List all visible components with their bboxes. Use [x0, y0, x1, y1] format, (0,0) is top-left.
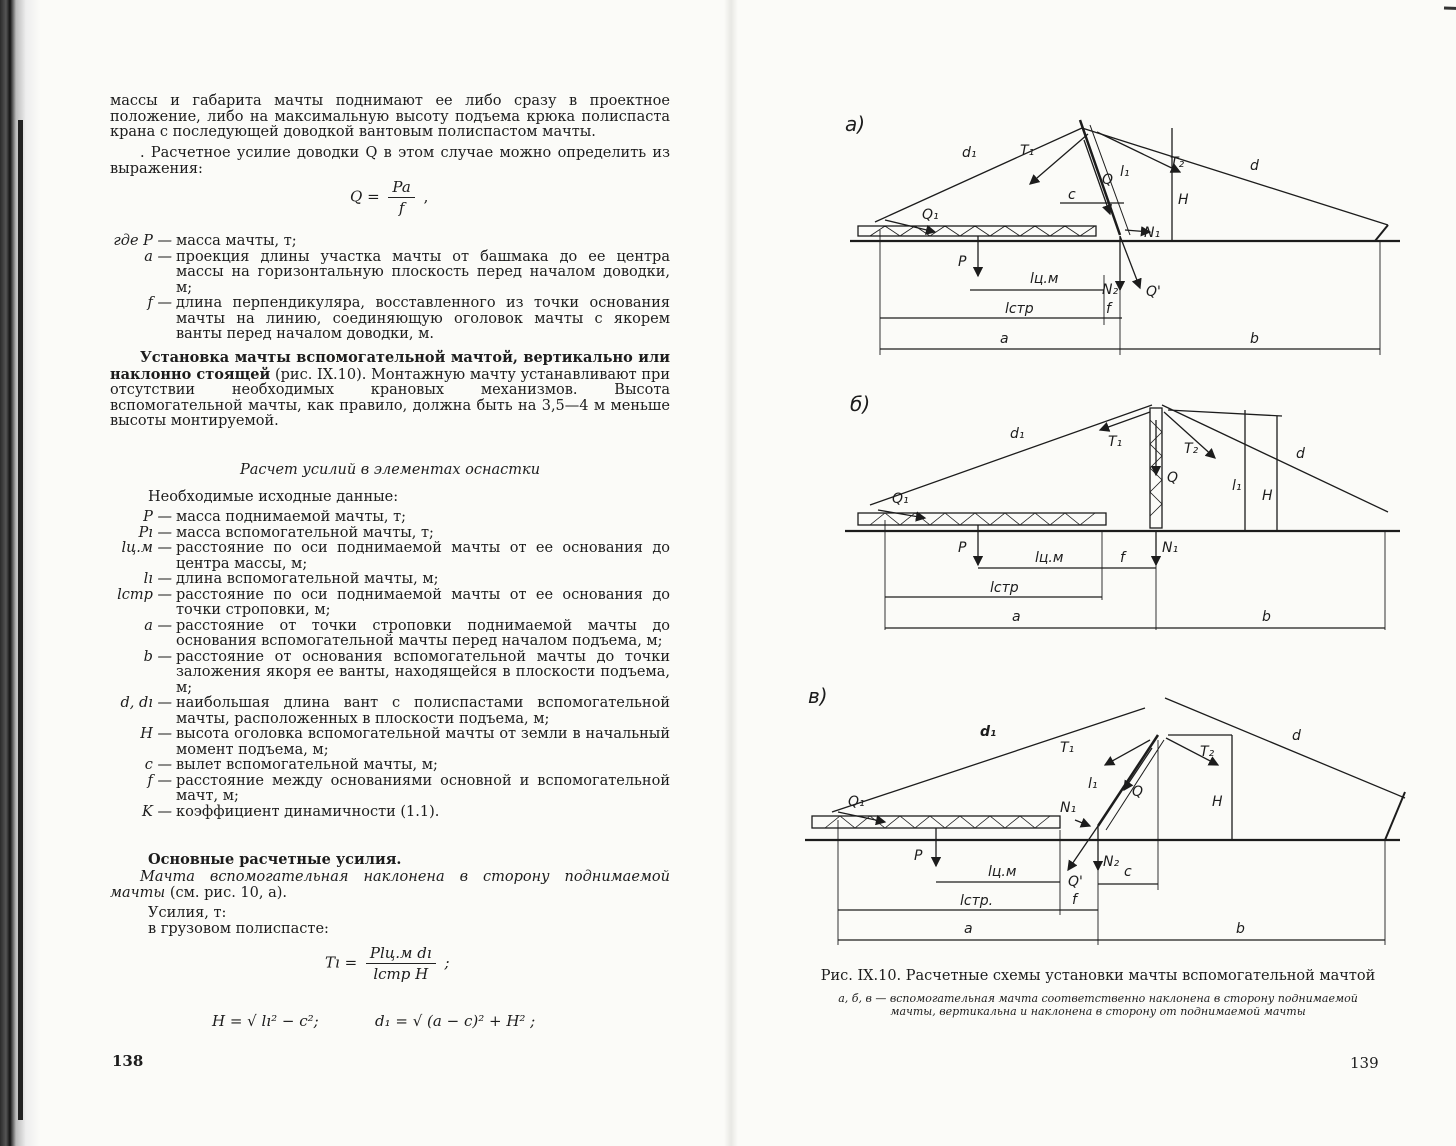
param-symbol: a —: [144, 617, 172, 634]
label-lcm-a: lц.м: [1030, 271, 1059, 287]
label-t1-c: T₁: [1060, 740, 1075, 756]
arrow-qp-c: [1068, 826, 1098, 870]
label-f-c: f: [1072, 892, 1077, 908]
figure-c-label: в): [808, 684, 828, 708]
label-b-b: b: [1262, 609, 1271, 625]
param-symbol: c —: [144, 757, 172, 773]
diagram-c: [805, 698, 1405, 945]
arrow-q1-b: [878, 510, 925, 518]
label-d-a: d: [1250, 158, 1259, 174]
param-symbol: K —: [142, 803, 172, 820]
label-n2-a: N₂: [1102, 282, 1119, 298]
label-h-c: H: [1212, 794, 1223, 810]
lifted-mast-a-truss: [870, 226, 1095, 236]
label-l1-c: l₁: [1088, 776, 1098, 792]
arrow-n1-c: [1075, 820, 1090, 826]
param-symbol: f —: [147, 772, 172, 789]
label-lcm-c: lц.м: [988, 864, 1017, 880]
label-a-b: a: [1012, 609, 1021, 625]
where-def-symbol: f —: [147, 295, 172, 311]
page-number-left: 138: [112, 1052, 144, 1070]
formula-h: H = √ lı² − c²;: [212, 1012, 319, 1030]
where-def-text: проекция длины участка мачты от башмака до ее центра массы на горизонтальную плоскость перед началом доводки, м;: [176, 248, 670, 296]
formula-t-tail: ;: [444, 953, 450, 972]
label-p-b: P: [958, 540, 967, 556]
caption-title: Рис. IX.10. Расчетные схемы установки мачты вспомогательной мачтой: [820, 968, 1376, 984]
section-heading: Расчет усилий в элементах оснастки: [239, 462, 541, 478]
label-p-c: P: [914, 848, 923, 864]
required-data-heading: Необходимые исходные данные:: [148, 489, 399, 505]
label-n1-a: N₁: [1144, 225, 1161, 241]
figure-b-label: б): [850, 392, 871, 416]
forces-label: Усилия, т:: [148, 905, 227, 921]
label-d-b: d: [1296, 446, 1305, 462]
param-symbol: lц.м —: [121, 540, 172, 556]
label-d1-b: d₁: [1010, 426, 1025, 442]
label-d-c: d: [1292, 728, 1301, 744]
page-number-right: 139: [1350, 1054, 1379, 1072]
label-q1-a: Q₁: [922, 207, 939, 223]
label-q1-c: Q₁: [848, 794, 865, 810]
diagram-b: [845, 405, 1400, 630]
aux-mast-c: [1098, 735, 1158, 826]
formula-q-denominator: f: [398, 199, 405, 217]
formula-t-lhs: Tı =: [325, 953, 358, 972]
label-c-c: c: [1124, 864, 1132, 880]
polyspast-label: в грузовом полиспасте:: [148, 921, 329, 937]
diagram-a: [850, 120, 1400, 355]
figure-caption: [818, 968, 1378, 1018]
label-a-a: a: [1000, 331, 1009, 347]
inclined-paragraph-ref: (см. рис. 10, а).: [165, 884, 287, 901]
force-paragraph: . Расчетное усилие доводки Q в этом случае можно определить из выражения:: [110, 145, 670, 177]
param-text: расстояние между основаниями основной и вспомогательной мачт, м;: [176, 772, 670, 804]
param-text: расстояние по оси поднимаемой мачты от ее основания до точки строповки, м;: [176, 586, 670, 618]
param-text: наибольшая длина вант с полиспастами вспомогательной мачты, расположенных в плоскости подъема, м;: [176, 695, 670, 727]
label-d1-a: d₁: [962, 145, 977, 161]
label-b-c: b: [1236, 921, 1245, 937]
label-n2-c: N₂: [1103, 854, 1120, 870]
label-h-b: H: [1262, 488, 1273, 504]
label-f-b: f: [1120, 550, 1125, 566]
label-q-c: Q: [1132, 784, 1144, 800]
where-def-text: длина перпендикуляра, восставленного из точки основания мачты на линию, соединяющую оголовок мачты с якорем ванты перед началом доводки, м.: [176, 295, 670, 342]
param-symbol: Pı —: [138, 524, 172, 541]
param-symbol: b —: [143, 648, 172, 665]
param-text: масса поднимаемой мачты, т;: [176, 509, 407, 525]
formula-q-numerator: Pa: [388, 178, 414, 198]
param-symbol: H —: [140, 726, 172, 742]
diagram-c-labels: [848, 724, 1301, 937]
label-qp-c: Q': [1068, 874, 1083, 890]
label-t1-b: T₁: [1108, 434, 1123, 450]
where-def-symbol: где P —: [113, 233, 172, 249]
param-text: масса вспомогательной мачты, т;: [176, 524, 434, 541]
formula-q-tail: ,: [423, 187, 429, 206]
param-text: коэффициент динамичности (1.1).: [176, 803, 440, 820]
main-forces-heading: Основные расчетные усилия.: [148, 851, 402, 868]
param-text: длина вспомогательной мачты, м;: [176, 571, 439, 587]
intro-paragraph: массы и габарита мачты поднимают ее либо сразу в проектное положение, либо на максимальную высоту подъема крюка полиспаста крана с последующей доводкой вантовым полиспастом мачты.: [110, 93, 670, 140]
label-t1-a: T₁: [1020, 143, 1035, 159]
label-q1-b: Q₁: [892, 491, 909, 507]
label-f-a: f: [1106, 301, 1111, 317]
label-n1-c: N₁: [1060, 800, 1077, 816]
label-n1-b: N₁: [1162, 540, 1179, 556]
aux-mast-a: [1080, 120, 1120, 235]
label-t2-b: T₂: [1184, 441, 1199, 457]
arrow-t1-a: [1030, 134, 1088, 184]
label-c-a: c: [1068, 187, 1076, 203]
install-paragraph-rest: (рис. IX.10). Монтажную мачту устанавливают при отсутствии необходимых крановых механизмов. Высота вспомогательной мачты, как правило, должна быть на 3,5—4 м меньше высоты монтируемой.: [110, 366, 671, 429]
inclined-paragraph-italic: Мачта вспомогательная наклонена в сторону поднимаемой мачты: [110, 869, 670, 901]
label-lcm-b: lц.м: [1035, 550, 1064, 566]
where-def-symbol: a —: [144, 248, 172, 265]
diagram-a-labels: [922, 143, 1259, 347]
label-lstr-a: lстр: [1005, 301, 1034, 317]
where-def-text: масса мачты, т;: [176, 233, 297, 249]
label-l1-a: l₁: [1120, 164, 1130, 180]
arrow-t2-a: [1097, 132, 1180, 172]
arrow-qp-a: [1120, 236, 1140, 288]
param-text: расстояние от точки строповки поднимаемой мачты до основания вспомогательной мачты перед началом подъема, м;: [176, 617, 670, 649]
label-q-a: Q: [1102, 172, 1114, 188]
param-symbol: lстр —: [117, 586, 172, 603]
label-h-a: H: [1178, 192, 1189, 208]
install-paragraph-bold: Установка мачты вспомогательной мачтой, вертикально или наклонно стоящей: [110, 349, 670, 383]
label-l1-b: l₁: [1232, 478, 1242, 494]
guy-d1-a: [875, 128, 1082, 222]
guy-d1-b: [870, 405, 1152, 505]
param-text: вылет вспомогательной мачты, м;: [176, 757, 438, 773]
formula-t-numerator: Plц.м dı: [366, 944, 436, 964]
param-symbol: lı —: [143, 571, 172, 587]
figure-a-label: а): [845, 112, 866, 136]
label-t2-c: T₂: [1200, 744, 1215, 760]
label-b-a: b: [1250, 331, 1259, 347]
formula-d1: d₁ = √ (a − c)² + H² ;: [375, 1012, 536, 1030]
label-p-a: P: [958, 254, 967, 270]
label-lstr-b: lстр: [990, 580, 1019, 596]
label-lstr-c: lстр.: [960, 893, 994, 909]
label-t2-a: T₂: [1170, 155, 1185, 171]
formula-q-lhs: Q =: [350, 187, 380, 206]
param-symbol: d, dı —: [120, 695, 172, 711]
label-a-c: a: [964, 921, 973, 937]
param-text: расстояние от основания вспомогательной мачты до точки заложения якоря ее ванты, находящейся в плоскости подъема, м;: [176, 648, 670, 696]
label-d1-c: d₁: [980, 724, 997, 740]
label-q-b: Q: [1167, 470, 1179, 486]
label-qp-a: Q': [1146, 284, 1161, 300]
param-text: расстояние по оси поднимаемой мачты от ее основания до центра массы, м;: [176, 540, 670, 572]
param-symbol: P —: [143, 509, 172, 525]
formula-t-denominator: lстр H: [373, 965, 429, 983]
guy-d-b: [1162, 405, 1388, 512]
param-text: высота оголовка вспомогательной мачты от земли в начальный момент подъема, м;: [176, 726, 670, 758]
caption-subtitle: а, б, в — вспомогательная мачта соответственно наклонена в сторону поднимаемой мачты, вертикальна и наклонена в сторону от поднимаемой мачты: [838, 992, 1358, 1018]
